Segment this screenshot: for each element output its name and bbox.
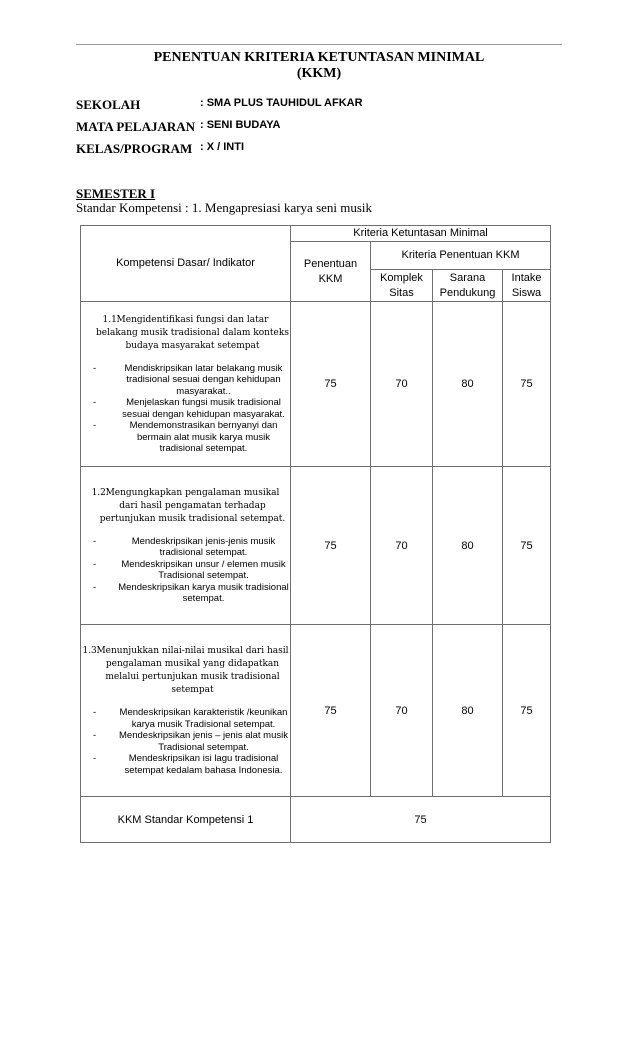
- penentuan-kkm-value: 75: [291, 302, 371, 467]
- footer-row: [81, 797, 551, 843]
- indicator-list: [81, 536, 290, 605]
- footer-label: KKM Standar Kompetensi 1: [81, 797, 291, 843]
- kd-text: Mengungkapkan pengalaman musikal dari hasil pengamatan terhadap pertunjukan musik tradisional setempat.: [99, 487, 286, 524]
- indicator-text: Mendeskripsikan jenis – jenis alat musik Tradisional setempat.: [119, 730, 288, 753]
- indicator-text: Mendeskripsikan unsur / elemen musik Tradisional setempat.: [121, 558, 286, 581]
- intake-siswa-value: 75: [503, 467, 551, 625]
- info-label: MATA PELAJARAN: [76, 119, 196, 134]
- sarana-pendukung-value: 80: [433, 302, 503, 467]
- indicator-text: Mendiskripsikan latar belakang musik tradisional sesuai dengan kehidupan masyarakat..: [124, 362, 283, 397]
- indicator-text: Menjelaskan fungsi musik tradisional sesuai dengan kehidupan masyarakat.: [122, 397, 285, 420]
- intake-siswa-value: 75: [503, 625, 551, 797]
- indicator-item: - Mendemonstrasikan bernyanyi dan bermain alat musik karya musik tradisional setempat.: [93, 420, 278, 454]
- sarana-pendukung-value: 80: [433, 625, 503, 797]
- header-intake-text: Intake Siswa: [511, 271, 542, 299]
- indicator-list: [81, 707, 290, 776]
- table-row: [81, 302, 551, 467]
- header-sarana-pendukung: [433, 270, 503, 302]
- kd-text: Menunjukkan nilai-nilai musikal dari hasil pengalaman musikal yang didapatkan melalui pertunjukan musik tradisional setempat: [96, 646, 289, 695]
- indicator-item: - Menjelaskan fungsi musik tradisional sesuai dengan kehidupan masyarakat.: [93, 397, 285, 420]
- indicator-item: - Mendeskripsikan jenis – jenis alat musik Tradisional setempat.: [93, 730, 288, 753]
- header-komplek-text: Komplek Sitas: [380, 271, 423, 299]
- header-rule: [76, 44, 562, 45]
- indicator-text: Mendeskripsikan isi lagu tradisional setempat kedalam bahasa Indonesia.: [124, 753, 283, 776]
- indicator-list: [81, 363, 290, 455]
- header-kriteria-ketuntasan-minimal: Kriteria Ketuntasan Minimal: [291, 226, 551, 242]
- komplek-sitas-value: 70: [371, 302, 433, 467]
- footer-value: 75: [291, 797, 551, 843]
- intake-siswa-value: 75: [503, 302, 551, 467]
- info-label: SEKOLAH: [76, 97, 141, 112]
- header-penentuan-kkm: [291, 242, 371, 302]
- header-kriteria-penentuan: Kriteria Penentuan KKM: [371, 242, 551, 270]
- penentuan-kkm-value: 75: [291, 625, 371, 797]
- header-intake-siswa: [503, 270, 551, 302]
- header-komplek-sitas: [371, 270, 433, 302]
- info-label: KELAS/PROGRAM: [76, 141, 193, 156]
- indicator-item: - Mendeskripsikan karakteristik /keunikan karya musik Tradisional setempat.: [93, 707, 288, 730]
- header-row: [81, 226, 551, 242]
- kd-number: 1.1: [102, 314, 117, 325]
- document-title: PENENTUAN KRITERIA KETUNTASAN MINIMAL: [153, 50, 485, 65]
- komplek-sitas-value: 70: [371, 467, 433, 625]
- semester-heading: SEMESTER I: [76, 186, 156, 201]
- kd-number: 1.3: [82, 646, 97, 656]
- indicator-text: Mendeskripsikan jenis-jenis musik tradisional setempat.: [131, 535, 276, 558]
- info-value: : X / INTI: [200, 141, 244, 153]
- indicator-text: Mendeskripsikan karya musik tradisional setempat.: [118, 581, 289, 604]
- header-sarana-text: Sarana Pendukung: [439, 271, 496, 299]
- standar-kompetensi: Standar Kompetensi : 1. Mengapresiasi karya seni musik: [76, 200, 373, 215]
- kd-number: 1.2: [91, 487, 106, 498]
- indicator-item: - Mendiskripsikan latar belakang musik tradisional sesuai dengan kehidupan masyarakat..: [93, 362, 283, 397]
- kd-text: Mengidentifikasi fungsi dan latar belakang musik tradisional dalam konteks budaya masyarakat setempat: [96, 314, 289, 351]
- document-subtitle: (KKM): [296, 66, 342, 81]
- kkm-table: [80, 225, 551, 843]
- indicator-text: Mendeskripsikan karakteristik /keunikan karya musik Tradisional setempat.: [119, 707, 288, 730]
- table-row: [81, 625, 551, 797]
- table-row: [81, 467, 551, 625]
- komplek-sitas-value: 70: [371, 625, 433, 797]
- kd-cell: [81, 302, 291, 467]
- sarana-pendukung-value: 80: [433, 467, 503, 625]
- indicator-item: - Mendeskripsikan isi lagu tradisional setempat kedalam bahasa Indonesia.: [93, 753, 283, 776]
- indicator-item: - Mendeskripsikan jenis-jenis musik tradisional setempat.: [93, 535, 276, 558]
- header-kompetensi-dasar: Kompetensi Dasar/ Indikator: [81, 226, 291, 302]
- info-value: : SENI BUDAYA: [200, 119, 281, 131]
- kd-cell: [81, 467, 291, 625]
- indicator-item: - Mendeskripsikan karya musik tradisional setempat.: [93, 581, 289, 604]
- indicator-text: Mendemonstrasikan bernyanyi dan bermain alat musik karya musik tradisional setempat.: [129, 420, 278, 454]
- penentuan-kkm-value: 75: [291, 467, 371, 625]
- kd-title: [81, 314, 290, 353]
- info-value: : SMA PLUS TAUHIDUL AFKAR: [200, 97, 363, 109]
- kd-title: [81, 645, 290, 697]
- kd-title: [81, 487, 290, 526]
- indicator-item: - Mendeskripsikan unsur / elemen musik Tradisional setempat.: [93, 558, 286, 581]
- header-penentuan-text: Penentuan KKM: [303, 257, 358, 285]
- kd-cell: [81, 625, 291, 797]
